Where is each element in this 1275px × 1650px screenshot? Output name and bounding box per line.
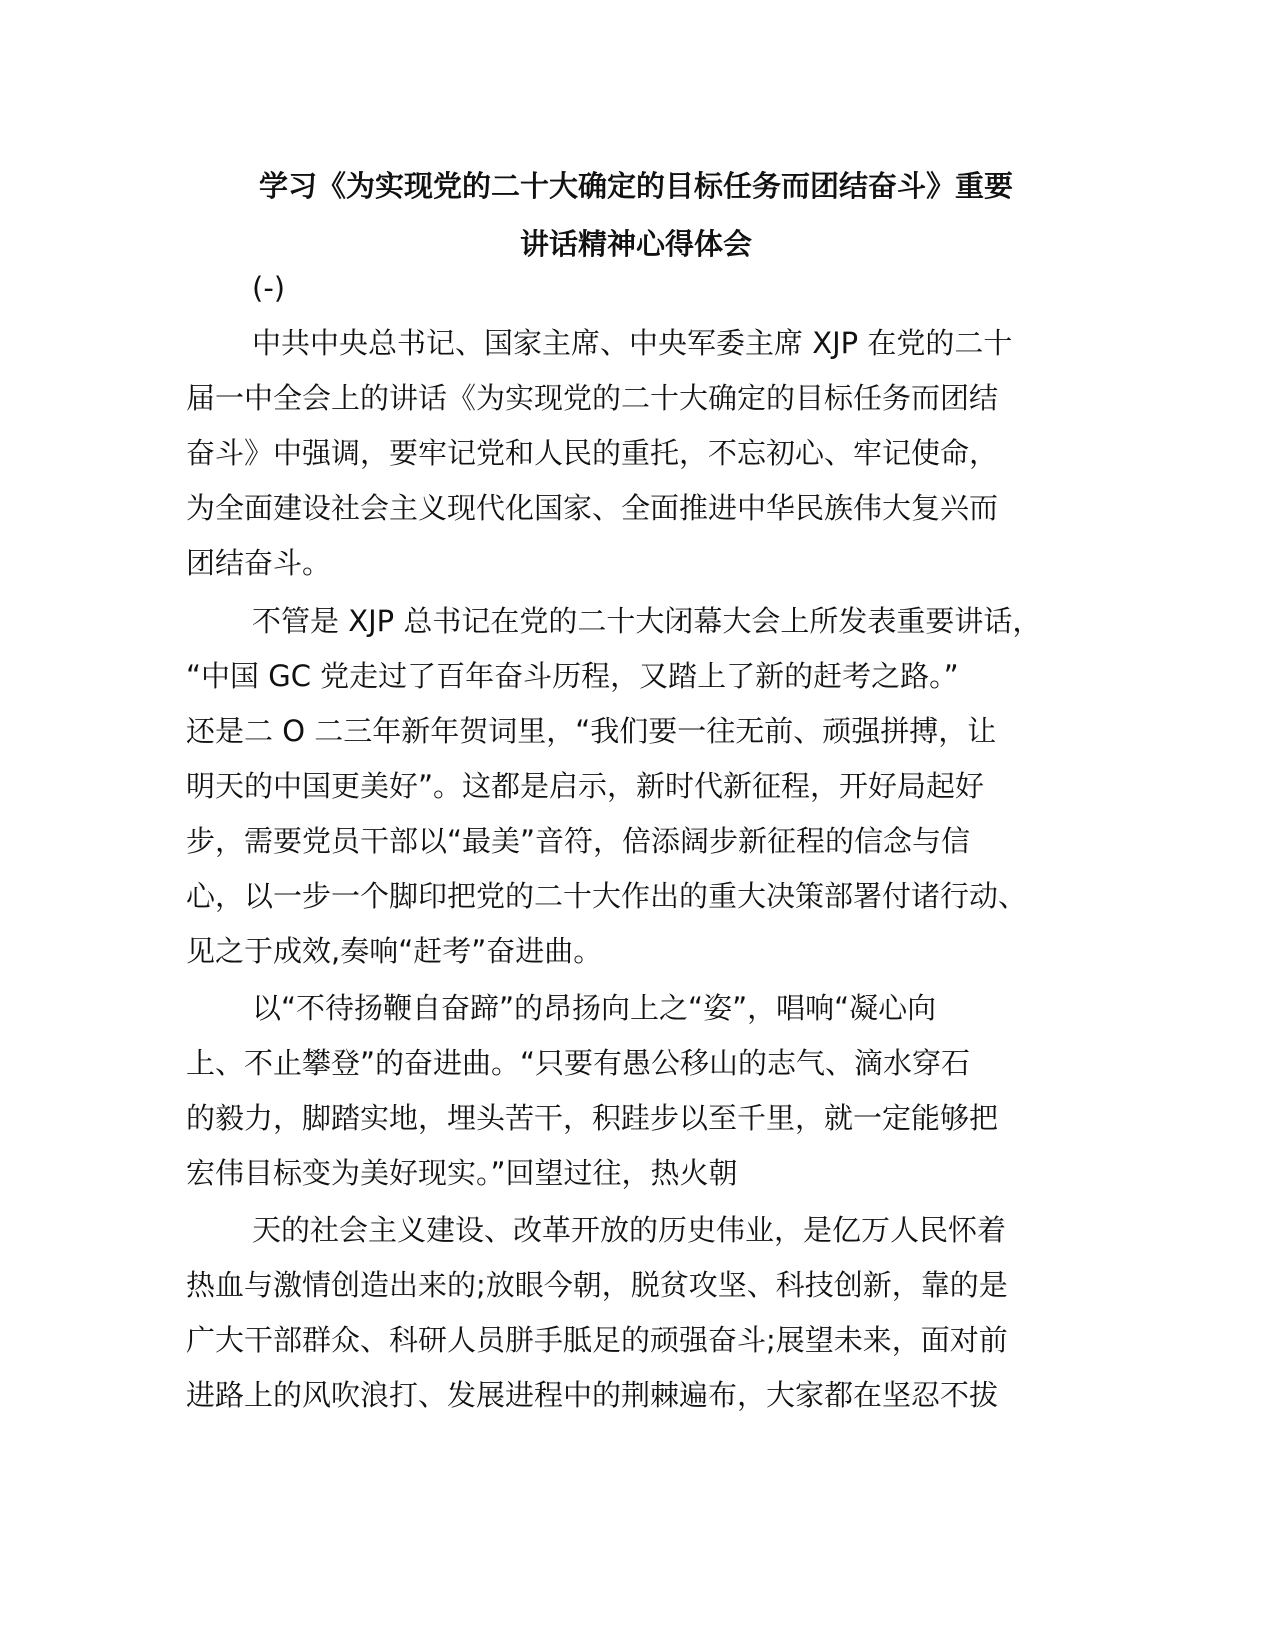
section-marker: (-) xyxy=(252,271,286,305)
paragraph-2-line-4: 明天的中国更美好”。这都是启示，新时代新征程，开好局起好 xyxy=(186,769,985,803)
paragraph-2-line-5: 步，需要党员干部以“最美”音符，倍添阔步新征程的信念与信 xyxy=(186,824,971,858)
paragraph-2-line-3: 还是二 O 二三年新年贺词里，“我们要一往无前、顽强拼搏，让 xyxy=(186,714,997,748)
paragraph-4-line-4: 进路上的风吹浪打、发展进程中的荆棘遍布，大家都在坚忍不拔 xyxy=(186,1378,999,1412)
paragraph-4-line-2: 热血与激情创造出来的;放眼今朝，脱贫攻坚、科技创新，靠的是 xyxy=(186,1268,1008,1302)
paragraph-2-line-7: 见之于成效,奏响“赶考”奋进曲。 xyxy=(186,934,603,968)
paragraph-2-line-2: “中国 GC 党走过了百年奋斗历程，又踏上了新的赶考之路。” xyxy=(186,659,959,693)
paragraph-2-line-6: 心，以一步一个脚印把党的二十大作出的重大决策部署付诸行动、 xyxy=(186,879,1028,913)
paragraph-1-line-3: 奋斗》中强调，要牢记党和人民的重托，不忘初心、牢记使命， xyxy=(186,436,999,470)
document-title-line-1: 学习《为实现党的二十大确定的目标任务而团结奋斗》重要 xyxy=(258,169,1013,203)
paragraph-1-line-2: 届一中全会上的讲话《为实现党的二十大确定的目标任务而团结 xyxy=(186,381,999,415)
paragraph-1-line-4: 为全面建设社会主义现代化国家、全面推进中华民族伟大复兴而 xyxy=(186,491,999,525)
paragraph-3-line-4: 宏伟目标变为美好现实。”回望过往，热火朝 xyxy=(186,1156,738,1190)
paragraph-2-line-1: 不管是 XJP 总书记在党的二十大闭幕大会上所发表重要讲话， xyxy=(252,604,1042,638)
paragraph-1-line-1: 中共中央总书记、国家主席、中央军委主席 XJP 在党的二十 xyxy=(252,326,1013,360)
paragraph-4-line-1: 天的社会主义建设、改革开放的历史伟业，是亿万人民怀着 xyxy=(252,1213,1007,1247)
paragraph-4-line-3: 广大干部群众、科研人员胼手胝足的顽强奋斗;展望未来，面对前 xyxy=(186,1323,1008,1357)
paragraph-3-line-3: 的毅力，脚踏实地，埋头苦干，积跬步以至千里，就一定能够把 xyxy=(186,1101,999,1135)
paragraph-3-line-1: 以“不待扬鞭自奋蹄”的昂扬向上之“姿”，唱响“凝心向 xyxy=(252,991,937,1025)
paragraph-3-line-2: 上、不止攀登”的奋进曲。“只要有愚公移山的志气、滴水穿石 xyxy=(186,1046,971,1080)
paragraph-1-line-5: 团结奋斗。 xyxy=(186,546,332,580)
document-title-line-2: 讲话精神心得体会 xyxy=(519,227,752,261)
